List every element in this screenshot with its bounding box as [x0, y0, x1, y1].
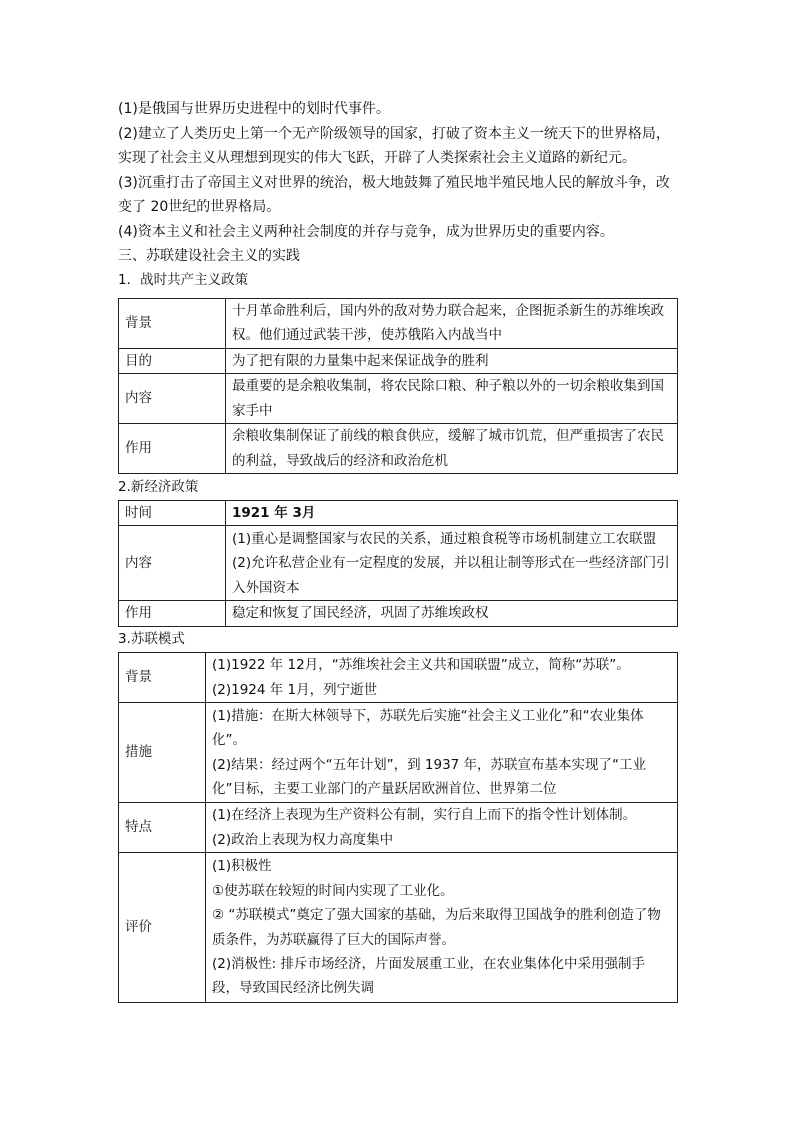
row-line: (2)允许私营企业有一定程度的发展，并以租让制等形式在一些经济部门引入外国资本 [232, 555, 670, 596]
row-line: (2)1924 年 1月，列宁逝世 [212, 681, 378, 698]
row-line: (2)消极性: 排斥市场经济，片面发展重工业，在农业集体化中采用强制手段，导致国民经济比例失调 [212, 955, 645, 997]
intro-paragraph-3: (3)沉重打击了帝国主义对世界的统治，极大地鼓舞了殖民地半殖民地人民的解放斗争，改变了 20世纪的世界格局。 [118, 174, 670, 215]
row-line: (1)在经济上表现为生产资料公有制，实行自上而下的指令性计划体制。 [212, 807, 637, 824]
table-row [119, 348, 678, 373]
row-content [226, 348, 678, 373]
row-label: 作用 [119, 601, 226, 626]
intro-paragraph-1: (1)是俄国与世界历史进程中的划时代事件。 [118, 101, 390, 117]
subsection-title-1: 1．战时共产主义政策 [118, 272, 249, 288]
row-label: 作用 [119, 424, 226, 474]
row-line: 十月革命胜利后，国内外的敌对势力联合起来，企图扼杀新生的苏维埃政权。他们通过武装干涉，使苏俄陷入内战当中 [232, 303, 664, 344]
table-soviet-model [118, 652, 678, 1003]
table-row [119, 299, 678, 349]
table-row [119, 501, 678, 526]
subsection-title-2: 2.新经济政策 [118, 479, 199, 495]
table-row [119, 653, 678, 703]
row-label: 时间 [119, 501, 226, 526]
row-content [226, 501, 678, 526]
subsection-title-3: 3.苏联模式 [118, 631, 185, 647]
table-row [119, 703, 678, 803]
row-content [226, 424, 678, 474]
row-content [226, 601, 678, 626]
row-line: (1)积极性 [212, 858, 272, 875]
table-row [119, 601, 678, 626]
row-content [206, 653, 678, 703]
row-line: ② “苏联模式”奠定了强大国家的基础，为后来取得卫国战争的胜利创造了物质条件，为苏联赢得了巨大的国际声誉。 [212, 907, 661, 948]
row-label: 特点 [119, 803, 206, 853]
row-line: 余粮收集制保证了前线的粮食供应，缓解了城市饥荒，但严重损害了农民的利益，导致战后的经济和政治危机 [232, 428, 664, 469]
row-label: 背景 [119, 653, 206, 703]
row-line: (1)重心是调整国家与农民的关系，通过粮食税等市场机制建立工农联盟 [232, 530, 657, 547]
table-soviet-model-wrap [118, 652, 678, 1003]
section-title: 三、苏联建设社会主义的实践 [118, 248, 300, 264]
row-content [226, 374, 678, 424]
row-label: 目的 [119, 348, 226, 373]
table-nep [118, 500, 678, 627]
intro-paragraph-2: (2)建立了人类历史上第一个无产阶级领导的国家，打破了资本主义一统天下的世界格局，实现了社会主义从理想到现实的伟大飞跃，开辟了人类探索社会主义道路的新纪元。 [118, 125, 670, 166]
row-line: (2)政治上表现为权力高度集中 [212, 831, 394, 848]
row-line: 1921 年 3月 [232, 505, 316, 521]
row-label: 措施 [119, 703, 206, 803]
row-line: (1)1922 年 12月，“苏维埃社会主义共和国联盟”成立，简称“苏联”。 [212, 657, 630, 674]
table-war-communism [118, 298, 678, 474]
row-line: (1)措施：在斯大林领导下，苏联先后实施“社会主义工业化”和“农业集体化”。 [212, 707, 644, 749]
row-label: 评价 [119, 853, 206, 1003]
table-war-communism-wrap [118, 298, 678, 474]
intro-paragraph-4: (4)资本主义和社会主义两种社会制度的并存与竞争，成为世界历史的重要内容。 [118, 223, 614, 240]
table-row [119, 853, 678, 1003]
row-line: 稳定和恢复了国民经济，巩固了苏维埃政权 [232, 605, 489, 622]
row-label: 内容 [119, 374, 226, 424]
row-label: 内容 [119, 526, 226, 601]
table-nep-wrap [118, 500, 678, 627]
row-line: 为了把有限的力量集中起来保证战争的胜利 [232, 352, 489, 369]
row-label: 背景 [119, 299, 226, 349]
row-line: 最重要的是余粮收集制，将农民除口粮、种子粮以外的一切余粮收集到国家手中 [232, 378, 664, 419]
row-content [206, 803, 678, 853]
table-row [119, 803, 678, 853]
row-content [226, 526, 678, 601]
intro-section [118, 97, 678, 292]
row-line: ①使苏联在较短的时间内实现了工业化。 [212, 882, 454, 899]
row-line: (2)结果：经过两个“五年计划”，到 1937 年，苏联宣布基本实现了“工业化”目标，主要工业部门的产量跃居欧洲首位、世界第二位 [212, 756, 647, 797]
table-row [119, 374, 678, 424]
row-content [206, 703, 678, 803]
table-row [119, 526, 678, 601]
table-row [119, 424, 678, 474]
row-content [206, 853, 678, 1003]
row-content [226, 299, 678, 349]
